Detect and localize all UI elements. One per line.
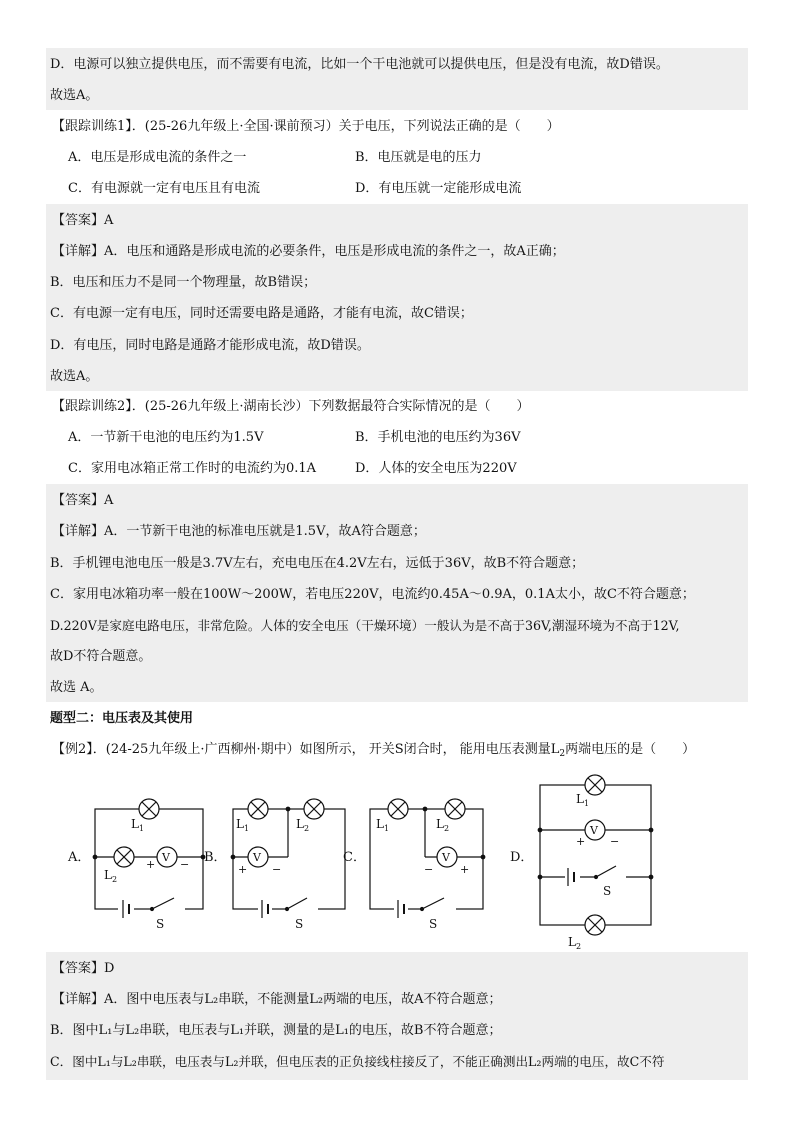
q2-detail-4: D.220V是家庭电路电压，非常危险。人体的安全电压（干燥环境）一般认为是不高于36V,潮湿环境为不高于12V, xyxy=(50,618,680,633)
d-minus: − xyxy=(610,835,620,848)
d-switch-label: S xyxy=(603,884,612,898)
d-plus: + xyxy=(576,835,586,848)
a-l2-label: $L_2$ xyxy=(104,868,118,884)
a-voltmeter-v: V xyxy=(162,851,170,864)
a-l1-label: $L_1$ xyxy=(131,817,145,833)
a-minus: − xyxy=(180,858,190,871)
q1-title: 【跟踪训练1】．(25-26九年级上·全国·课前预习）关于电压，下列说法正确的是（ ） xyxy=(52,119,560,134)
c-minus: − xyxy=(424,863,434,876)
ex2-option-b-label: B． xyxy=(204,850,227,865)
ex2-title-sub: 2 xyxy=(559,749,566,759)
d-l2-label: $L_2$ xyxy=(568,935,582,951)
intro-line-1: D．电源可以独立提供电压，而不需要有电流，比如一个干电池就可以提供电压，但是没有电流，故D错误。 xyxy=(50,57,669,72)
ex2-title-end: 两端电压的是（ ） xyxy=(565,742,696,757)
q2-option-a: A．一节新干电池的电压约为1.5V xyxy=(68,430,264,445)
d-voltmeter-v: V xyxy=(590,824,598,837)
q1-detail-2: B．电压和压力不是同一个物理量，故B错误； xyxy=(50,275,317,290)
ex2-option-c-label: C． xyxy=(343,850,366,865)
ex2-detail-a: 【详解】A．图中电压表与L₂串联，不能测量L₂两端的电压，故A不符合题意； xyxy=(52,992,502,1007)
q1-detail-4: D．有电压，同时电路是通路才能形成电流，故D错误。 xyxy=(50,338,370,353)
q1-option-d: D．有电压就一定能形成电流 xyxy=(355,181,522,196)
a-switch-label: S xyxy=(156,917,165,931)
intro-line-2: 故选A。 xyxy=(50,88,99,103)
q1-option-a: A．电压是形成电流的条件之一 xyxy=(68,150,247,165)
d-l1-label: $L_1$ xyxy=(576,792,590,808)
q2-option-c: C．家用电冰箱正常工作时的电流约为0.1A xyxy=(68,461,317,476)
ex2-detail-c: C．图中L₁与L₂串联，电压表与L₂并联，但电压表的正负接线柱接反了，不能正确测出L₂两端的电压，故C不符 xyxy=(50,1054,665,1069)
b-minus: − xyxy=(272,863,282,876)
q1-detail-3: C．有电源一定有电压，同时还需要电路是通路，才能有电流，故C错误； xyxy=(50,306,473,321)
q2-option-d: D．人体的安全电压为220V xyxy=(355,461,517,476)
q1-detail-1: 【详解】A．电压和通路是形成电流的必要条件，电压是形成电流的条件之一，故A正确； xyxy=(52,244,565,259)
b-voltmeter-v: V xyxy=(253,851,261,864)
q2-detail-1: 【详解】A．一节新干电池的标准电压就是1.5V，故A符合题意； xyxy=(52,524,426,539)
q2-detail-2: B．手机锂电池电压一般是3.7V左右，充电电压在4.2V左右，远低于36V，故B不符合题意； xyxy=(50,556,585,571)
c-l1-label: $L_1$ xyxy=(376,817,390,833)
b-l2-label: $L_2$ xyxy=(296,817,310,833)
ex2-option-d-label: D． xyxy=(510,850,534,865)
c-plus: + xyxy=(460,863,470,876)
b-l1-label: $L_1$ xyxy=(236,817,250,833)
ex2-answer: 【答案】D xyxy=(52,961,115,976)
q1-answer: 【答案】A xyxy=(52,213,114,228)
section-heading: 题型二：电压表及其使用 xyxy=(50,711,194,726)
ex2-option-a-label: A． xyxy=(68,850,91,865)
a-plus: + xyxy=(146,858,156,871)
b-switch-label: S xyxy=(295,917,304,931)
q2-detail-5: 故D不符合题意。 xyxy=(50,649,152,664)
ex2-detail-b: B．图中L₁与L₂串联，电压表与L₁并联，测量的是L₁的电压，故B不符合题意； xyxy=(50,1023,502,1038)
b-plus: + xyxy=(238,863,248,876)
ex2-title-text: 【例2】．(24-25九年级上·广西柳州·期中）如图所示， 开关S闭合时， 能用电压表测量L xyxy=(52,742,560,757)
q1-detail-5: 故选A。 xyxy=(50,369,99,384)
q2-detail-3: C．家用电冰箱功率一般在100W～200W，若电压220V，电流约0.45A～0.9A，0.1A太小，故C不符合题意； xyxy=(50,587,695,602)
c-voltmeter-v: V xyxy=(442,851,450,864)
q2-option-b: B．手机电池的电压约为36V xyxy=(355,430,521,445)
q1-option-b: B．电压就是电的压力 xyxy=(355,150,482,165)
q2-title: 【跟踪训练2】．(25-26九年级上·湖南长沙）下列数据最符合实际情况的是（ ） xyxy=(52,399,530,414)
q2-answer: 【答案】A xyxy=(52,493,114,508)
c-switch-label: S xyxy=(429,917,438,931)
q1-option-c: C．有电源就一定有电压且有电流 xyxy=(68,181,260,196)
q2-detail-6: 故选 A。 xyxy=(50,680,103,695)
c-l2-label: $L_2$ xyxy=(436,817,450,833)
